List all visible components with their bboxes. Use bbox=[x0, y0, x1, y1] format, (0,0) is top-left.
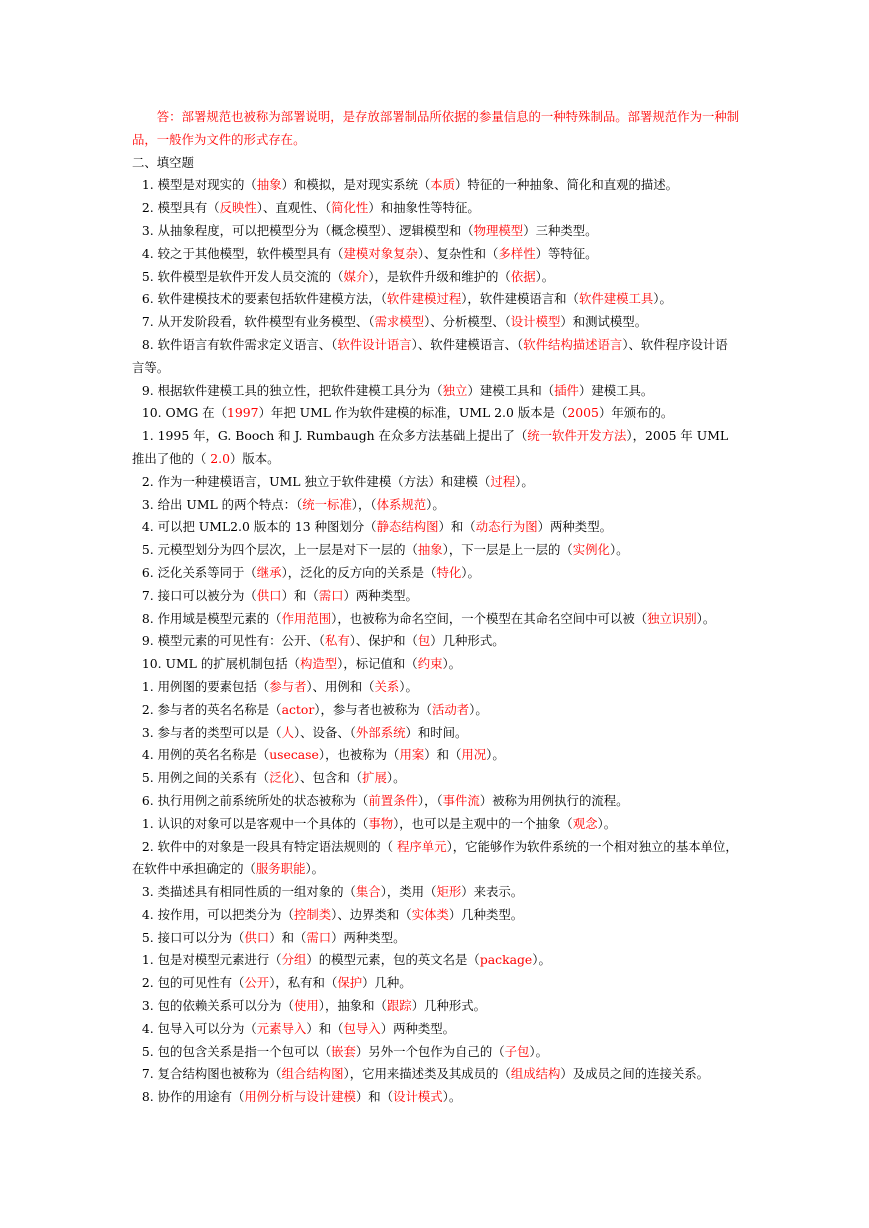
answer-text: 观念 bbox=[572, 815, 598, 831]
paragraph bbox=[132, 722, 740, 745]
question-text: ），软件建模语言和（ bbox=[461, 291, 579, 307]
question-text: ），私有和（ bbox=[269, 975, 338, 991]
question-text: 5. 接口可以分为（ bbox=[141, 929, 245, 945]
paragraph bbox=[132, 334, 740, 380]
question-text: ），泛化的反方向的关系是（ bbox=[281, 564, 437, 580]
answer-text: 用例分析与设计建模 bbox=[244, 1089, 356, 1105]
question-text: 8. 作用域是模型元素的（ bbox=[141, 610, 282, 626]
question-text: 3. 给出 UML 的两个特点：（ bbox=[141, 496, 303, 512]
paragraph bbox=[132, 608, 740, 631]
answer-text: 组合结构图 bbox=[281, 1066, 344, 1082]
question-text: ）等特征。 bbox=[535, 245, 598, 261]
answer-text: 组成结构 bbox=[510, 1066, 561, 1082]
question-text: 7. 接口可以被分为（ bbox=[141, 587, 257, 603]
question-text: ）。 bbox=[532, 952, 551, 968]
question-text: ）、设备、（ bbox=[293, 724, 356, 740]
question-text: ）。 bbox=[609, 542, 629, 558]
question-text: ）几种形式。 bbox=[430, 633, 505, 649]
answer-text: 包 bbox=[417, 633, 431, 649]
question-text: ），参与者也被称为（ bbox=[314, 701, 432, 717]
question-text: ）和（ bbox=[355, 1089, 394, 1105]
question-text: ）几种形式。 bbox=[411, 998, 487, 1014]
answer-text: 物理模型 bbox=[473, 222, 524, 238]
paragraph bbox=[132, 562, 740, 585]
answer-text: 软件建模工具 bbox=[578, 291, 654, 307]
answer-text: 服务职能 bbox=[255, 861, 306, 877]
question-text: ）和时间。 bbox=[405, 724, 468, 740]
answer-text: 用况 bbox=[461, 747, 487, 763]
paragraph bbox=[132, 995, 740, 1018]
question-text: 8. 协作的用途有（ bbox=[141, 1089, 245, 1105]
answer-text: 独立 bbox=[442, 382, 468, 398]
answer-text: 关系 bbox=[374, 678, 400, 694]
paragraph bbox=[132, 653, 740, 676]
question-text: ）、包含和（ bbox=[293, 770, 363, 786]
question-text: ），抽象和（ bbox=[318, 998, 387, 1014]
question-text: 2. 模型具有（ bbox=[141, 200, 220, 216]
question-text: 5. 用例之间的关系有（ bbox=[141, 770, 270, 786]
answer-text: 构造型 bbox=[299, 656, 338, 672]
question-text: 4. 按作用，可以把类分为（ bbox=[141, 906, 294, 922]
question-text: ），也被称为命名空间，一个模型在其命名空间中可以被（ bbox=[331, 610, 648, 626]
question-text: ）几种。 bbox=[362, 975, 412, 991]
paragraph bbox=[132, 972, 740, 995]
question-text: ）建模工具。 bbox=[578, 382, 654, 398]
answer-text: 用案 bbox=[399, 747, 425, 763]
answer-text: 特化 bbox=[436, 564, 462, 580]
answer-text: 2005 bbox=[567, 405, 599, 421]
paragraph bbox=[132, 630, 740, 653]
question-text: ）及成员之间的连接关系。 bbox=[560, 1066, 710, 1082]
paragraph bbox=[132, 174, 740, 197]
paragraph bbox=[132, 516, 740, 539]
question-text: 5. 包的包含关系是指一个包可以（ bbox=[141, 1043, 332, 1059]
question-text: ），标记值和（ bbox=[337, 656, 418, 672]
answer-text: 程序单元 bbox=[397, 838, 447, 854]
question-text: ）两种类型。 bbox=[331, 929, 406, 945]
paragraph bbox=[132, 402, 740, 425]
answer-text: 抽象 bbox=[256, 177, 282, 193]
paragraph bbox=[132, 288, 740, 311]
question-text: ）。 bbox=[386, 770, 406, 786]
paragraph bbox=[132, 836, 740, 882]
answer-text: 元素导入 bbox=[256, 1020, 307, 1036]
answer-text: 保护 bbox=[337, 975, 363, 991]
question-text: 1. 1995 年，G. Booch 和 J. Rumbaugh 在众多方法基础上提出了（ bbox=[141, 428, 528, 444]
paragraph bbox=[132, 471, 740, 494]
paragraph bbox=[132, 881, 740, 904]
question-text: ）被称为用例执行的流程。 bbox=[479, 792, 629, 808]
question-text: ）。 bbox=[469, 701, 488, 717]
answer-text: 媒介 bbox=[343, 268, 369, 284]
question-text: 3. 从抽象程度，可以把模型分为（概念模型）、逻辑模型和（ bbox=[141, 222, 474, 238]
answer-text: 人 bbox=[281, 724, 294, 740]
question-text: ）、软件建模语言、（ bbox=[411, 336, 524, 352]
paragraph bbox=[132, 220, 740, 243]
question-text: 4. 用例的英名名称是（ bbox=[141, 747, 270, 763]
question-text: ）、用例和（ bbox=[306, 678, 375, 694]
question-text: ）三种类型。 bbox=[523, 222, 598, 238]
paragraph bbox=[132, 744, 740, 767]
question-text: 3. 参与者的类型可以是（ bbox=[141, 724, 282, 740]
answer-text: 前置条件 bbox=[368, 792, 418, 808]
paragraph bbox=[132, 1086, 740, 1109]
question-text: ），2005 年 UML 推出了他的（ bbox=[132, 428, 729, 466]
answer-text: 本质 bbox=[430, 177, 456, 193]
question-text: ）两种类型。 bbox=[343, 587, 418, 603]
question-text: 1. 用例图的要素包括（ bbox=[141, 678, 270, 694]
question-text: 7. 复合结构图也被称为（ bbox=[141, 1066, 282, 1082]
question-text: ）和（ bbox=[424, 747, 462, 763]
question-text: 8. 软件语言有软件需求定义语言、（ bbox=[141, 336, 338, 352]
answer-text: 过程 bbox=[490, 473, 516, 489]
paragraph bbox=[132, 106, 740, 152]
answer-text: 供口 bbox=[244, 929, 270, 945]
paragraph bbox=[132, 676, 740, 699]
section-heading bbox=[132, 152, 740, 175]
question-text: ）几种类型。 bbox=[448, 906, 524, 922]
question-text: ）特征的一种抽象、简化和直观的描述。 bbox=[455, 177, 679, 193]
question-text: 1. 认识的对象可以是客观中一个具体的（ bbox=[141, 815, 369, 831]
answer-text: 约束 bbox=[417, 656, 443, 672]
question-text: ）。 bbox=[696, 610, 716, 626]
question-text: ）。 bbox=[426, 496, 445, 512]
question-text: ）年颁布的。 bbox=[598, 405, 674, 421]
answer-text: 外部系统 bbox=[355, 724, 406, 740]
answer-text: 活动者 bbox=[432, 701, 470, 717]
answer-text: 答：部署规范也被称为部署说明，是存放部署制品所依据的参量信息的一种特殊制品。部署规范作为一种制品，一般作为文件的形式存在。 bbox=[132, 109, 740, 147]
answer-text: 静态结构图 bbox=[376, 519, 439, 535]
paragraph bbox=[132, 380, 740, 403]
question-text: ）。 bbox=[653, 291, 672, 307]
answer-text: 嵌套 bbox=[331, 1043, 356, 1059]
paragraph bbox=[132, 585, 740, 608]
answer-text: 事件流 bbox=[442, 792, 480, 808]
question-text: 1. 模型是对现实的（ bbox=[141, 177, 257, 193]
answer-text: actor bbox=[281, 701, 315, 717]
question-text: 3. 类描述具有相同性质的一组对象的（ bbox=[141, 884, 356, 900]
question-text: ）来表示。 bbox=[461, 884, 524, 900]
question-text: ）。 bbox=[461, 564, 480, 580]
question-text: ），也被称为（ bbox=[318, 747, 400, 763]
answer-text: 包导入 bbox=[343, 1020, 381, 1036]
answer-text: 统一标准 bbox=[302, 496, 352, 512]
question-text: ）建模工具和（ bbox=[467, 382, 555, 398]
question-text: ），类用（ bbox=[380, 884, 437, 900]
question-text: 7. 从开发阶段看，软件模型有业务模型、（ bbox=[141, 314, 375, 330]
question-text: ）、分析模型、（ bbox=[424, 314, 511, 330]
question-text: ），也可以是主观中的一个抽象（ bbox=[393, 815, 573, 831]
question-text: 5. 元模型划分为四个层次，上一层是对下一层的（ bbox=[141, 542, 418, 558]
paragraph bbox=[132, 1041, 740, 1064]
question-text: ）年把 UML 作为软件建模的标准，UML 2.0 版本是（ bbox=[258, 405, 568, 421]
paragraph bbox=[132, 266, 740, 289]
answer-text: 独立识别 bbox=[647, 610, 697, 626]
answer-text: 私有 bbox=[324, 633, 350, 649]
question-text: ）和（ bbox=[269, 929, 307, 945]
question-text: ）和（ bbox=[281, 587, 319, 603]
question-text: ）。 bbox=[515, 473, 534, 489]
question-text: ）和测试模型。 bbox=[560, 314, 648, 330]
paragraph bbox=[132, 311, 740, 334]
question-text: ），它用来描述类及其成员的（ bbox=[343, 1066, 511, 1082]
answer-text: 1997 bbox=[227, 405, 259, 421]
question-text: ）。 bbox=[597, 815, 617, 831]
paragraph bbox=[132, 949, 740, 972]
answer-text: 需求模型 bbox=[374, 314, 425, 330]
question-text: ），下一层是上一层的（ bbox=[442, 542, 573, 558]
question-text: 10. OMG 在（ bbox=[141, 405, 228, 421]
answer-text: 矩形 bbox=[436, 884, 462, 900]
question-text: 二、填空题 bbox=[132, 154, 194, 170]
question-text: ）和模拟，是对现实系统（ bbox=[281, 177, 431, 193]
paragraph bbox=[132, 927, 740, 950]
answer-text: 动态行为图 bbox=[475, 519, 538, 535]
document-body bbox=[132, 106, 740, 1109]
question-text: 9. 根据软件建模工具的独立性，把软件建模工具分为（ bbox=[141, 382, 443, 398]
answer-text: 依据 bbox=[510, 268, 536, 284]
question-text: 2. 包的可见性有（ bbox=[141, 975, 245, 991]
question-text: 3. 包的依赖关系可以分为（ bbox=[141, 998, 294, 1014]
answer-text: 软件建模过程 bbox=[386, 291, 462, 307]
paragraph bbox=[132, 1063, 740, 1086]
question-text: 10. UML 的扩展机制包括（ bbox=[141, 656, 300, 672]
question-text: ）、直观性、（ bbox=[256, 200, 332, 216]
question-text: ）和（ bbox=[438, 519, 476, 535]
answer-text: 多样性 bbox=[498, 245, 536, 261]
question-text: ）、边界类和（ bbox=[331, 906, 412, 922]
answer-text: 反映性 bbox=[219, 200, 257, 216]
answer-text: 建模对象复杂 bbox=[343, 245, 418, 261]
question-text: ）的模型元素，包的英文名是（ bbox=[306, 952, 480, 968]
question-text: ）、软件程序设计语言等。 bbox=[132, 336, 728, 375]
question-text: ）两种类型。 bbox=[537, 519, 612, 535]
answer-text: 参与者 bbox=[269, 678, 307, 694]
question-text: ），是软件升级和维护的（ bbox=[368, 268, 511, 284]
answer-text: 泛化 bbox=[269, 770, 294, 786]
question-text: 6. 执行用例之前系统所处的状态被称为（ bbox=[141, 792, 369, 808]
question-text: ）。 bbox=[529, 1043, 548, 1059]
answer-text: 作用范围 bbox=[281, 610, 332, 626]
question-text: ）。 bbox=[442, 656, 462, 672]
question-text: ）。 bbox=[399, 678, 418, 694]
answer-text: 跟踪 bbox=[386, 998, 412, 1014]
answer-text: 统一软件开发方法 bbox=[527, 428, 627, 444]
paragraph bbox=[132, 904, 740, 927]
question-text: 1. 包是对模型元素进行（ bbox=[141, 952, 282, 968]
paragraph bbox=[132, 767, 740, 790]
question-text: ）。 bbox=[535, 268, 555, 284]
question-text: 2. 参与者的英名名称是（ bbox=[141, 701, 282, 717]
answer-text: 2.0 bbox=[206, 450, 230, 466]
question-text: 4. 较之于其他模型，软件模型具有（ bbox=[141, 245, 344, 261]
answer-text: 实例化 bbox=[572, 542, 610, 558]
answer-text: package bbox=[479, 952, 533, 968]
answer-text: 插件 bbox=[554, 382, 579, 398]
question-text: 4. 可以把 UML2.0 版本的 13 种图划分（ bbox=[141, 519, 377, 535]
paragraph bbox=[132, 790, 740, 813]
answer-text: 软件设计语言 bbox=[337, 336, 412, 352]
answer-text: 集合 bbox=[355, 884, 381, 900]
question-text: 6. 软件建模技术的要素包括软件建模方法，（ bbox=[141, 291, 387, 307]
paragraph bbox=[132, 539, 740, 562]
question-text: ），（ bbox=[417, 792, 443, 808]
question-text: ），（ bbox=[351, 496, 377, 512]
answer-text: 简化性 bbox=[331, 200, 369, 216]
question-text: ）版本。 bbox=[230, 450, 280, 466]
paragraph bbox=[132, 813, 740, 836]
question-text: ）、保护和（ bbox=[349, 633, 418, 649]
answer-text: 公开 bbox=[244, 975, 270, 991]
question-text: ）。 bbox=[442, 1089, 462, 1105]
answer-text: 需口 bbox=[306, 929, 332, 945]
question-text: ）和（ bbox=[306, 1020, 344, 1036]
answer-text: 实体类 bbox=[411, 906, 449, 922]
paragraph bbox=[132, 494, 740, 517]
answer-text: 事物 bbox=[368, 815, 394, 831]
question-text: ）。 bbox=[486, 747, 505, 763]
paragraph bbox=[132, 1018, 740, 1041]
answer-text: 设计模型 bbox=[510, 314, 561, 330]
answer-text: 控制类 bbox=[293, 906, 332, 922]
answer-text: 体系规范 bbox=[376, 496, 427, 512]
question-text: 6. 泛化关系等同于（ bbox=[141, 564, 257, 580]
paragraph bbox=[132, 197, 740, 220]
question-text: ），它能够作为软件系统的一个相对独立的基本单位，在软件中承担确定的（ bbox=[132, 838, 738, 877]
paragraph bbox=[132, 425, 740, 471]
question-text: ）两种类型。 bbox=[380, 1020, 456, 1036]
answer-text: 设计模式 bbox=[393, 1089, 443, 1105]
answer-text: 需口 bbox=[318, 587, 344, 603]
answer-text: 使用 bbox=[293, 998, 319, 1014]
question-text: 4. 包导入可以分为（ bbox=[141, 1020, 257, 1036]
paragraph bbox=[132, 243, 740, 266]
answer-text: 分组 bbox=[281, 952, 307, 968]
question-text: ）另外一个包作为自己的（ bbox=[355, 1043, 505, 1059]
question-text: ）。 bbox=[305, 861, 325, 877]
answer-text: 继承 bbox=[256, 564, 282, 580]
answer-text: 扩展 bbox=[362, 770, 387, 786]
answer-text: 供口 bbox=[256, 587, 282, 603]
question-text: ）、复杂性和（ bbox=[417, 245, 499, 261]
paragraph bbox=[132, 699, 740, 722]
question-text: ）和抽象性等特征。 bbox=[368, 200, 480, 216]
question-text: 9. 模型元素的可见性有：公开、（ bbox=[141, 633, 325, 649]
question-text: 5. 软件模型是软件开发人员交流的（ bbox=[141, 268, 344, 284]
question-text: 2. 软件中的对象是一段具有特定语法规则的（ bbox=[141, 838, 398, 854]
answer-text: 抽象 bbox=[417, 542, 443, 558]
answer-text: 软件结构描述语言 bbox=[523, 336, 623, 352]
answer-text: 子包 bbox=[504, 1043, 530, 1059]
answer-text: usecase bbox=[269, 747, 319, 763]
question-text: 2. 作为一种建模语言，UML 独立于软件建模（方法）和建模（ bbox=[141, 473, 491, 489]
